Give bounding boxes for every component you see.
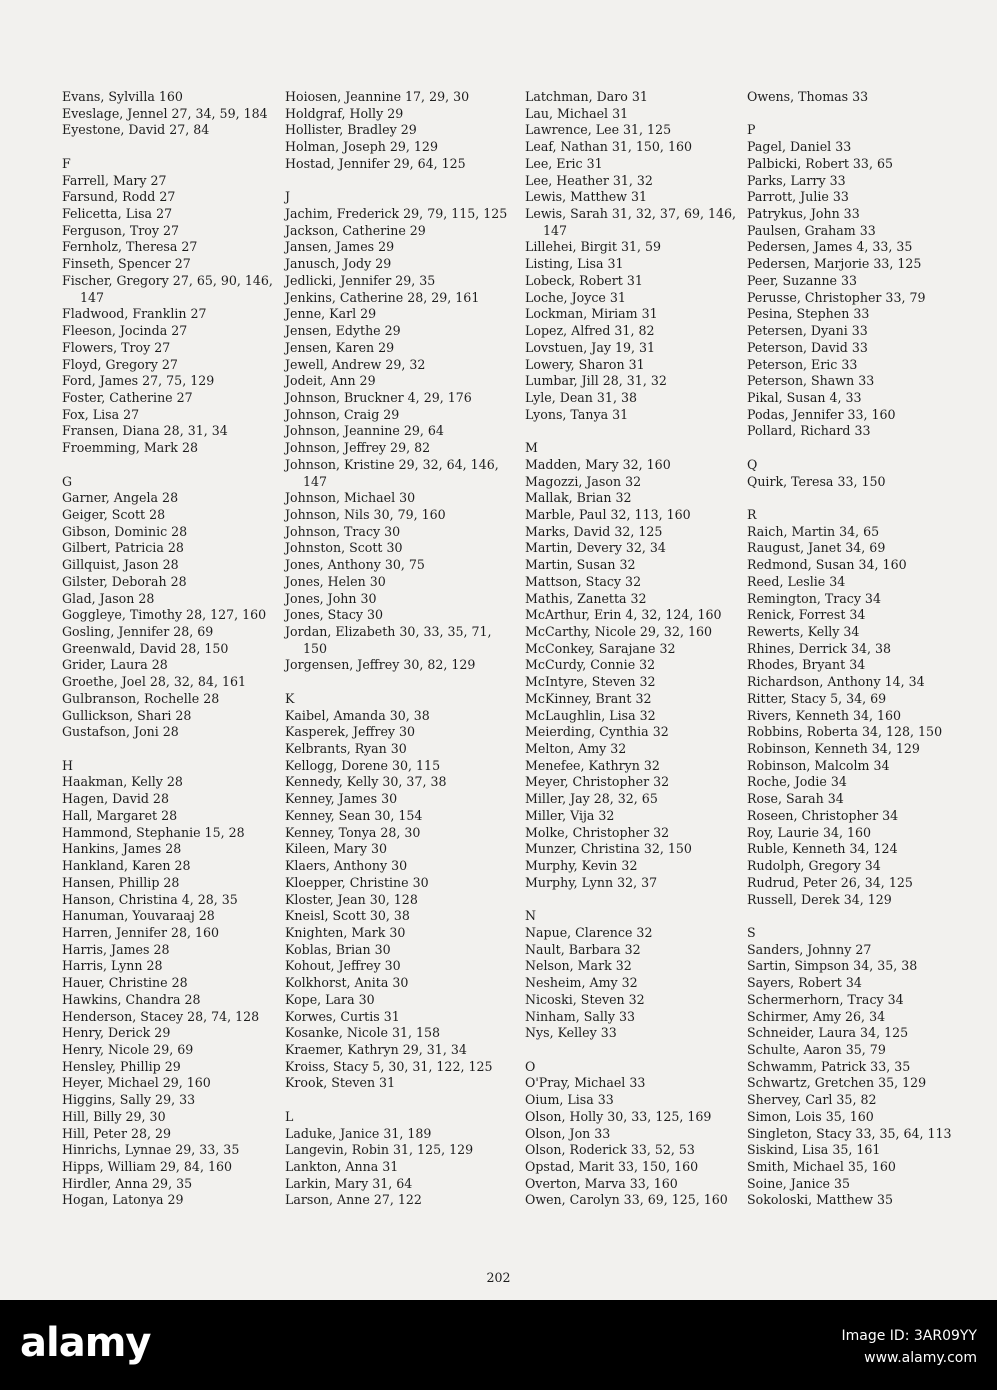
index-entry: Schwamm, Patrick 33, 35	[747, 1058, 911, 1074]
index-entry: Higgins, Sally 29, 33	[62, 1092, 196, 1108]
index-entry: Latchman, Daro 31	[525, 89, 648, 104]
index-entry: Jenne, Karl 29	[285, 306, 377, 322]
index-entry: Lyle, Dean 31, 38	[525, 389, 637, 405]
index-entry: Renick, Forrest 34	[747, 607, 866, 623]
index-entry: Roche, Jodie 34	[747, 774, 847, 790]
index-entry: Kasperek, Jeffrey 30	[285, 724, 416, 740]
index-entry: Schermerhorn, Tracy 34	[747, 991, 904, 1007]
section-spacer	[285, 674, 517, 691]
index-entry: Ruble, Kenneth 34, 124	[747, 841, 898, 857]
index-entry: Felicetta, Lisa 27	[62, 206, 173, 222]
index-entry: Eveslage, Jennel 27, 34, 59, 184	[62, 105, 268, 121]
index-entry-continuation: 150	[303, 640, 328, 656]
index-entry: Marks, David 32, 125	[525, 523, 663, 539]
index-entry: Lopez, Alfred 31, 82	[525, 323, 655, 339]
index-entry: Murphy, Kevin 32	[525, 858, 638, 874]
index-entry: Jodeit, Ann 29	[285, 373, 376, 389]
index-entry: Goggleye, Timothy 28, 127, 160	[62, 607, 267, 623]
index-entry: Rhodes, Bryant 34	[747, 657, 866, 673]
index-entry: Parrott, Julie 33	[747, 189, 849, 205]
index-entry: Richardson, Anthony 14, 34	[747, 674, 925, 690]
index-entry: Lewis, Matthew 31	[525, 189, 647, 205]
watermark-image-id: Image ID: 3AR09YY	[841, 1328, 977, 1344]
index-entry: Kneisl, Scott 30, 38	[285, 908, 410, 924]
index-entry: Molke, Christopher 32	[525, 824, 670, 840]
index-entry: Hankins, James 28	[62, 841, 182, 857]
index-entry: Mallak, Brian 32	[525, 490, 632, 506]
index-entry: Smith, Michael 35, 160	[747, 1159, 896, 1174]
section-spacer	[62, 741, 294, 758]
index-entry: Perusse, Christopher 33, 79	[747, 289, 926, 305]
index-entry: Melton, Amy 32	[525, 741, 627, 757]
index-entry: Gullickson, Shari 28	[62, 707, 192, 723]
index-entry: Martin, Susan 32	[525, 557, 636, 573]
index-entry: Garner, Angela 28	[62, 490, 179, 506]
index-entry: Sayers, Robert 34	[747, 975, 862, 991]
index-entry: Owen, Carolyn 33, 69, 125, 160	[525, 1192, 728, 1208]
index-entry: Listing, Lisa 31	[525, 256, 624, 272]
index-entry: Owens, Thomas 33	[747, 89, 869, 104]
index-entry: Lobeck, Robert 31	[525, 272, 643, 288]
index-entry: Nesheim, Amy 32	[525, 975, 638, 991]
index-entry: Fernholz, Theresa 27	[62, 239, 198, 255]
index-entry: Peterson, Eric 33	[747, 356, 858, 372]
index-entry: McIntyre, Steven 32	[525, 674, 656, 690]
index-entry: Hill, Billy 29, 30	[62, 1108, 166, 1124]
index-entry: Lowery, Sharon 31	[525, 356, 645, 372]
index-entry: Podas, Jennifer 33, 160	[747, 406, 896, 422]
index-entry: Robbins, Roberta 34, 128, 150	[747, 724, 943, 740]
index-entry: Redmond, Susan 34, 160	[747, 557, 907, 573]
index-entry: Heyer, Michael 29, 160	[62, 1075, 211, 1091]
index-entry: Hoiosen, Jeannine 17, 29, 30	[285, 89, 470, 104]
index-entry: Lee, Heather 31, 32	[525, 172, 653, 188]
index-entry: Gulbranson, Rochelle 28	[62, 690, 220, 706]
section-spacer	[285, 173, 517, 190]
index-entry: Napue, Clarence 32	[525, 924, 653, 940]
index-entry: Haakman, Kelly 28	[62, 774, 183, 790]
section-letter-heading: H	[62, 757, 73, 773]
index-entry: Larkin, Mary 31, 64	[285, 1175, 413, 1191]
section-spacer	[747, 490, 979, 507]
index-entry: Jansen, James 29	[285, 239, 395, 255]
index-entry: Rudrud, Peter 26, 34, 125	[747, 874, 913, 890]
section-letter-heading: F	[62, 155, 71, 171]
index-entry: Roy, Laurie 34, 160	[747, 824, 872, 840]
index-entry: Hill, Peter 28, 29	[62, 1125, 172, 1141]
index-entry: Glad, Jason 28	[62, 590, 155, 606]
index-entry: McConkey, Sarajane 32	[525, 640, 676, 656]
index-entry: Parks, Larry 33	[747, 172, 846, 188]
index-entry: Jorgensen, Jeffrey 30, 82, 129	[285, 657, 476, 673]
index-entry: Kroiss, Stacy 5, 30, 31, 122, 125	[285, 1058, 493, 1074]
index-entry: Lau, Michael 31	[525, 105, 629, 121]
index-entry: Johnson, Bruckner 4, 29, 176	[285, 389, 472, 405]
index-entry: Hirdler, Anna 29, 35	[62, 1175, 193, 1191]
index-entry: Gilster, Deborah 28	[62, 573, 187, 589]
section-letter-heading: S	[747, 924, 756, 940]
index-entry: Lyons, Tanya 31	[525, 406, 629, 422]
index-entry: Magozzi, Jason 32	[525, 473, 642, 489]
index-entry: Patrykus, John 33	[747, 206, 860, 222]
index-entry: Schulte, Aaron 35, 79	[747, 1041, 886, 1057]
index-entry-continuation: 147	[543, 222, 568, 238]
index-entry: Olson, Roderick 33, 52, 53	[525, 1142, 695, 1158]
index-entry: Quirk, Teresa 33, 150	[747, 473, 886, 489]
index-entry: Fleeson, Jocinda 27	[62, 323, 188, 339]
index-entry: Johnson, Tracy 30	[285, 523, 401, 539]
watermark-brand-logo: alamy	[20, 1320, 151, 1366]
index-entry: Olson, Jon 33	[525, 1125, 611, 1141]
index-entry: Munzer, Christina 32, 150	[525, 841, 692, 857]
index-entry: Krook, Steven 31	[285, 1075, 396, 1091]
index-entry: Hinrichs, Lynnae 29, 33, 35	[62, 1142, 240, 1158]
index-entry: Jordan, Elizabeth 30, 33, 35, 71,	[285, 624, 492, 639]
index-entry: Koblas, Brian 30	[285, 941, 391, 957]
index-entry: Eyestone, David 27, 84	[62, 122, 210, 138]
index-entry: Harren, Jennifer 28, 160	[62, 924, 220, 940]
section-spacer	[525, 892, 757, 909]
index-entry: Fox, Lisa 27	[62, 406, 140, 422]
index-entry: Kohout, Jeffrey 30	[285, 958, 401, 974]
index-entry: Jensen, Edythe 29	[285, 323, 401, 339]
index-entry: Jackson, Catherine 29	[285, 222, 426, 238]
index-entry: Pesina, Stephen 33	[747, 306, 870, 322]
index-entry: McCurdy, Connie 32	[525, 657, 656, 673]
watermark-url: www.alamy.com	[864, 1350, 977, 1366]
index-entry: Kenney, Sean 30, 154	[285, 807, 423, 823]
index-entry: McLaughlin, Lisa 32	[525, 707, 656, 723]
index-entry: Martin, Devery 32, 34	[525, 540, 666, 556]
index-entry: Hollister, Bradley 29	[285, 122, 417, 138]
index-entry: Raugust, Janet 34, 69	[747, 540, 886, 556]
index-entry: Johnson, Michael 30	[285, 490, 416, 506]
index-entry: Harris, James 28	[62, 941, 170, 957]
index-entry-continuation: 147	[80, 289, 105, 305]
index-entry: Overton, Marva 33, 160	[525, 1175, 678, 1191]
index-entry: Groethe, Joel 28, 32, 84, 161	[62, 674, 246, 690]
index-entry: Johnson, Jeffrey 29, 82	[285, 440, 431, 456]
index-entry: Pollard, Richard 33	[747, 423, 871, 439]
section-letter-heading: M	[525, 440, 538, 456]
index-entry: Kellogg, Dorene 30, 115	[285, 757, 441, 773]
index-entry: McArthur, Erin 4, 32, 124, 160	[525, 607, 722, 623]
index-entry: Pagel, Daniel 33	[747, 139, 852, 155]
index-entry: Kenney, Tonya 28, 30	[285, 824, 421, 840]
index-entry: Fischer, Gregory 27, 65, 90, 146,	[62, 272, 273, 288]
index-entry: Kolkhorst, Anita 30	[285, 975, 409, 991]
index-entry: Rhines, Derrick 34, 38	[747, 640, 892, 656]
index-entry: Mattson, Stacy 32	[525, 573, 642, 589]
index-entry: Meierding, Cynthia 32	[525, 724, 669, 740]
index-entry: Gustafson, Joni 28	[62, 724, 179, 740]
section-spacer	[285, 1092, 517, 1109]
index-entry: Hipps, William 29, 84, 160	[62, 1159, 232, 1174]
index-entry: Hall, Margaret 28	[62, 807, 178, 823]
index-entry: O'Pray, Michael 33	[525, 1075, 646, 1091]
index-entry: Peterson, David 33	[747, 339, 868, 355]
section-letter-heading: P	[747, 122, 756, 138]
index-entry: Froemming, Mark 28	[62, 440, 198, 456]
index-entry: Jedlicki, Jennifer 29, 35	[285, 272, 436, 288]
index-entry: Greenwald, David 28, 150	[62, 640, 229, 656]
index-entry: Nault, Barbara 32	[525, 941, 641, 957]
index-entry: Ferguson, Troy 27	[62, 222, 180, 238]
index-entry: Kenney, James 30	[285, 791, 398, 807]
index-entry: Hansen, Phillip 28	[62, 874, 180, 890]
index-column-4	[747, 89, 979, 1209]
index-entry: Simon, Lois 35, 160	[747, 1108, 874, 1124]
index-entry: Sanders, Johnny 27	[747, 941, 872, 957]
index-entry: Reed, Leslie 34	[747, 573, 846, 589]
section-letter-heading: K	[285, 690, 295, 706]
index-entry: Langevin, Robin 31, 125, 129	[285, 1142, 474, 1158]
index-entry: Hagen, David 28	[62, 791, 169, 807]
index-entry: Nys, Kelley 33	[525, 1025, 617, 1041]
index-entry: Flowers, Troy 27	[62, 339, 171, 355]
index-entry: Gosling, Jennifer 28, 69	[62, 624, 214, 639]
index-entry: Lewis, Sarah 31, 32, 37, 69, 146,	[525, 206, 737, 222]
section-spacer	[525, 1042, 757, 1059]
index-entry: Kaibel, Amanda 30, 38	[285, 707, 430, 723]
index-entry: Jones, Anthony 30, 75	[285, 557, 425, 573]
index-entry: Pedersen, James 4, 33, 35	[747, 239, 913, 255]
index-entry: McKinney, Brant 32	[525, 690, 652, 706]
index-entry: Menefee, Kathryn 32	[525, 757, 660, 773]
index-entry: Lawrence, Lee 31, 125	[525, 122, 672, 138]
index-entry: Johnson, Jeannine 29, 64	[285, 423, 444, 439]
index-entry: Kloepper, Christine 30	[285, 874, 429, 890]
section-letter-heading: O	[525, 1058, 536, 1074]
index-entry: Johnson, Nils 30, 79, 160	[285, 506, 446, 522]
index-entry: Soine, Janice 35	[747, 1175, 851, 1191]
section-spacer	[747, 440, 979, 457]
index-entry: Jenkins, Catherine 28, 29, 161	[285, 289, 480, 305]
section-letter-heading: N	[525, 908, 537, 924]
index-entry: Kosanke, Nicole 31, 158	[285, 1025, 441, 1041]
index-entry: Hanuman, Youvaraaj 28	[62, 908, 215, 924]
index-entry: Oium, Lisa 33	[525, 1092, 614, 1108]
index-entry: Peterson, Shawn 33	[747, 373, 875, 389]
index-entry: Nelson, Mark 32	[525, 958, 632, 974]
section-spacer	[62, 139, 294, 156]
index-entry: Siskind, Lisa 35, 161	[747, 1142, 881, 1158]
index-entry: Rudolph, Gregory 34	[747, 858, 881, 874]
index-entry: Lankton, Anna 31	[285, 1159, 399, 1174]
index-entry: Hankland, Karen 28	[62, 858, 191, 874]
index-entry: Jones, John 30	[285, 590, 377, 606]
index-entry: Schneider, Laura 34, 125	[747, 1025, 909, 1041]
index-entry: Sokoloski, Matthew 35	[747, 1192, 894, 1208]
index-entry: Opstad, Marit 33, 150, 160	[525, 1159, 699, 1174]
index-entry: Evans, Sylvilla 160	[62, 89, 183, 104]
index-entry: Johnson, Craig 29	[285, 406, 400, 422]
index-entry: Hammond, Stephanie 15, 28	[62, 824, 245, 840]
index-entry: Fladwood, Franklin 27	[62, 306, 207, 322]
index-entry: Lovstuen, Jay 19, 31	[525, 339, 655, 355]
section-letter-heading: R	[747, 506, 757, 522]
index-entry: Finseth, Spencer 27	[62, 256, 191, 272]
index-entry: Farrell, Mary 27	[62, 172, 167, 188]
index-entry-continuation: 147	[303, 473, 328, 489]
index-entry: Roseen, Christopher 34	[747, 807, 899, 823]
index-entry: Petersen, Dyani 33	[747, 323, 868, 339]
index-entry: Hogan, Latonya 29	[62, 1192, 184, 1208]
index-entry: Jachim, Frederick 29, 79, 115, 125	[285, 206, 508, 222]
index-entry: Johnston, Scott 30	[285, 540, 403, 556]
index-entry: Fransen, Diana 28, 31, 34	[62, 423, 228, 439]
index-entry: Singleton, Stacy 33, 35, 64, 113	[747, 1125, 952, 1141]
index-entry: Kennedy, Kelly 30, 37, 38	[285, 774, 447, 790]
index-entry: Miller, Jay 28, 32, 65	[525, 791, 658, 807]
section-letter-heading: G	[62, 473, 73, 489]
index-entry: Henry, Derick 29	[62, 1025, 171, 1041]
index-entry: Janusch, Jody 29	[285, 256, 392, 272]
index-column-3	[525, 89, 757, 1209]
index-entry: Madden, Mary 32, 160	[525, 456, 671, 472]
index-entry: Gilbert, Patricia 28	[62, 540, 184, 556]
section-spacer	[747, 908, 979, 925]
index-entry: Ford, James 27, 75, 129	[62, 373, 215, 389]
index-entry: Rivers, Kenneth 34, 160	[747, 707, 902, 723]
index-entry: Robinson, Kenneth 34, 129	[747, 741, 920, 757]
index-entry: Laduke, Janice 31, 189	[285, 1125, 432, 1141]
index-entry: Raich, Martin 34, 65	[747, 523, 880, 539]
index-entry: Holman, Joseph 29, 129	[285, 139, 438, 155]
index-entry: Hostad, Jennifer 29, 64, 125	[285, 155, 466, 171]
index-entry: Shervey, Carl 35, 82	[747, 1092, 877, 1108]
section-spacer	[525, 423, 757, 440]
index-entry: Ninham, Sally 33	[525, 1008, 636, 1024]
index-entry: Floyd, Gregory 27	[62, 356, 178, 372]
index-entry: Pedersen, Marjorie 33, 125	[747, 256, 922, 272]
section-letter-heading: L	[285, 1108, 294, 1124]
index-entry: Mathis, Zanetta 32	[525, 590, 647, 606]
index-entry: Hensley, Phillip 29	[62, 1058, 181, 1074]
index-entry: Larson, Anne 27, 122	[285, 1192, 422, 1208]
index-entry: Olson, Holly 30, 33, 125, 169	[525, 1108, 712, 1124]
section-letter-heading: Q	[747, 456, 758, 472]
index-entry: Jewell, Andrew 29, 32	[285, 356, 426, 372]
index-column-2	[285, 89, 517, 1209]
index-entry: Meyer, Christopher 32	[525, 774, 670, 790]
index-entry: Hanson, Christina 4, 28, 35	[62, 891, 238, 907]
section-spacer	[62, 457, 294, 474]
index-entry: Grider, Laura 28	[62, 657, 168, 673]
index-entry: Knighten, Mark 30	[285, 924, 406, 940]
index-entry: Pikal, Susan 4, 33	[747, 389, 862, 405]
index-entry: Russell, Derek 34, 129	[747, 891, 892, 907]
index-entry: Jensen, Karen 29	[285, 339, 395, 355]
index-entry: Kileen, Mary 30	[285, 841, 388, 857]
index-entry: Peer, Suzanne 33	[747, 272, 858, 288]
section-letter-heading: J	[285, 189, 291, 205]
index-entry: Holdgraf, Holly 29	[285, 105, 404, 121]
index-entry: Marble, Paul 32, 113, 160	[525, 506, 691, 522]
index-entry: Sartin, Simpson 34, 35, 38	[747, 958, 918, 974]
index-entry: Foster, Catherine 27	[62, 389, 193, 405]
index-entry: Rewerts, Kelly 34	[747, 624, 860, 639]
index-entry: Ritter, Stacy 5, 34, 69	[747, 690, 887, 706]
index-entry: Murphy, Lynn 32, 37	[525, 874, 658, 890]
index-entry: Lillehei, Birgit 31, 59	[525, 239, 662, 255]
index-entry: Farsund, Rodd 27	[62, 189, 176, 205]
index-entry: McCarthy, Nicole 29, 32, 160	[525, 624, 712, 639]
index-entry: Palbicki, Robert 33, 65	[747, 155, 893, 171]
index-entry: Johnson, Kristine 29, 32, 64, 146,	[285, 456, 499, 472]
index-entry: Lee, Eric 31	[525, 155, 603, 171]
index-entry: Kope, Lara 30	[285, 991, 375, 1007]
index-entry: Henry, Nicole 29, 69	[62, 1041, 194, 1057]
index-entry: Korwes, Curtis 31	[285, 1008, 400, 1024]
index-entry: Kelbrants, Ryan 30	[285, 741, 407, 757]
index-entry: Rose, Sarah 34	[747, 791, 844, 807]
index-entry: Nicoski, Steven 32	[525, 991, 645, 1007]
index-entry: Jones, Helen 30	[285, 573, 386, 589]
index-entry: Geiger, Scott 28	[62, 506, 166, 522]
index-entry: Hauer, Christine 28	[62, 975, 188, 991]
index-entry: Jones, Stacy 30	[285, 607, 384, 623]
index-entry: Gibson, Dominic 28	[62, 523, 188, 539]
index-entry: Harris, Lynn 28	[62, 958, 163, 974]
index-entry: Klaers, Anthony 30	[285, 858, 408, 874]
section-spacer	[747, 106, 979, 123]
index-column-1	[62, 89, 294, 1209]
index-entry: Leaf, Nathan 31, 150, 160	[525, 139, 692, 155]
page-number: 202	[486, 1270, 511, 1285]
index-entry: Paulsen, Graham 33	[747, 222, 876, 238]
index-entry: Hawkins, Chandra 28	[62, 991, 201, 1007]
index-entry: Kloster, Jean 30, 128	[285, 891, 418, 907]
index-entry: Henderson, Stacey 28, 74, 128	[62, 1008, 260, 1024]
index-entry: Schwartz, Gretchen 35, 129	[747, 1075, 927, 1091]
index-entry: Lockman, Miriam 31	[525, 306, 658, 322]
index-entry: Schirmer, Amy 26, 34	[747, 1008, 886, 1024]
index-entry: Gillquist, Jason 28	[62, 557, 179, 573]
index-entry: Robinson, Malcolm 34	[747, 757, 890, 773]
index-entry: Lumbar, Jill 28, 31, 32	[525, 373, 667, 389]
index-entry: Kraemer, Kathryn 29, 31, 34	[285, 1041, 467, 1057]
index-entry: Miller, Vija 32	[525, 807, 615, 823]
index-entry: Remington, Tracy 34	[747, 590, 881, 606]
index-entry: Loche, Joyce 31	[525, 289, 626, 305]
